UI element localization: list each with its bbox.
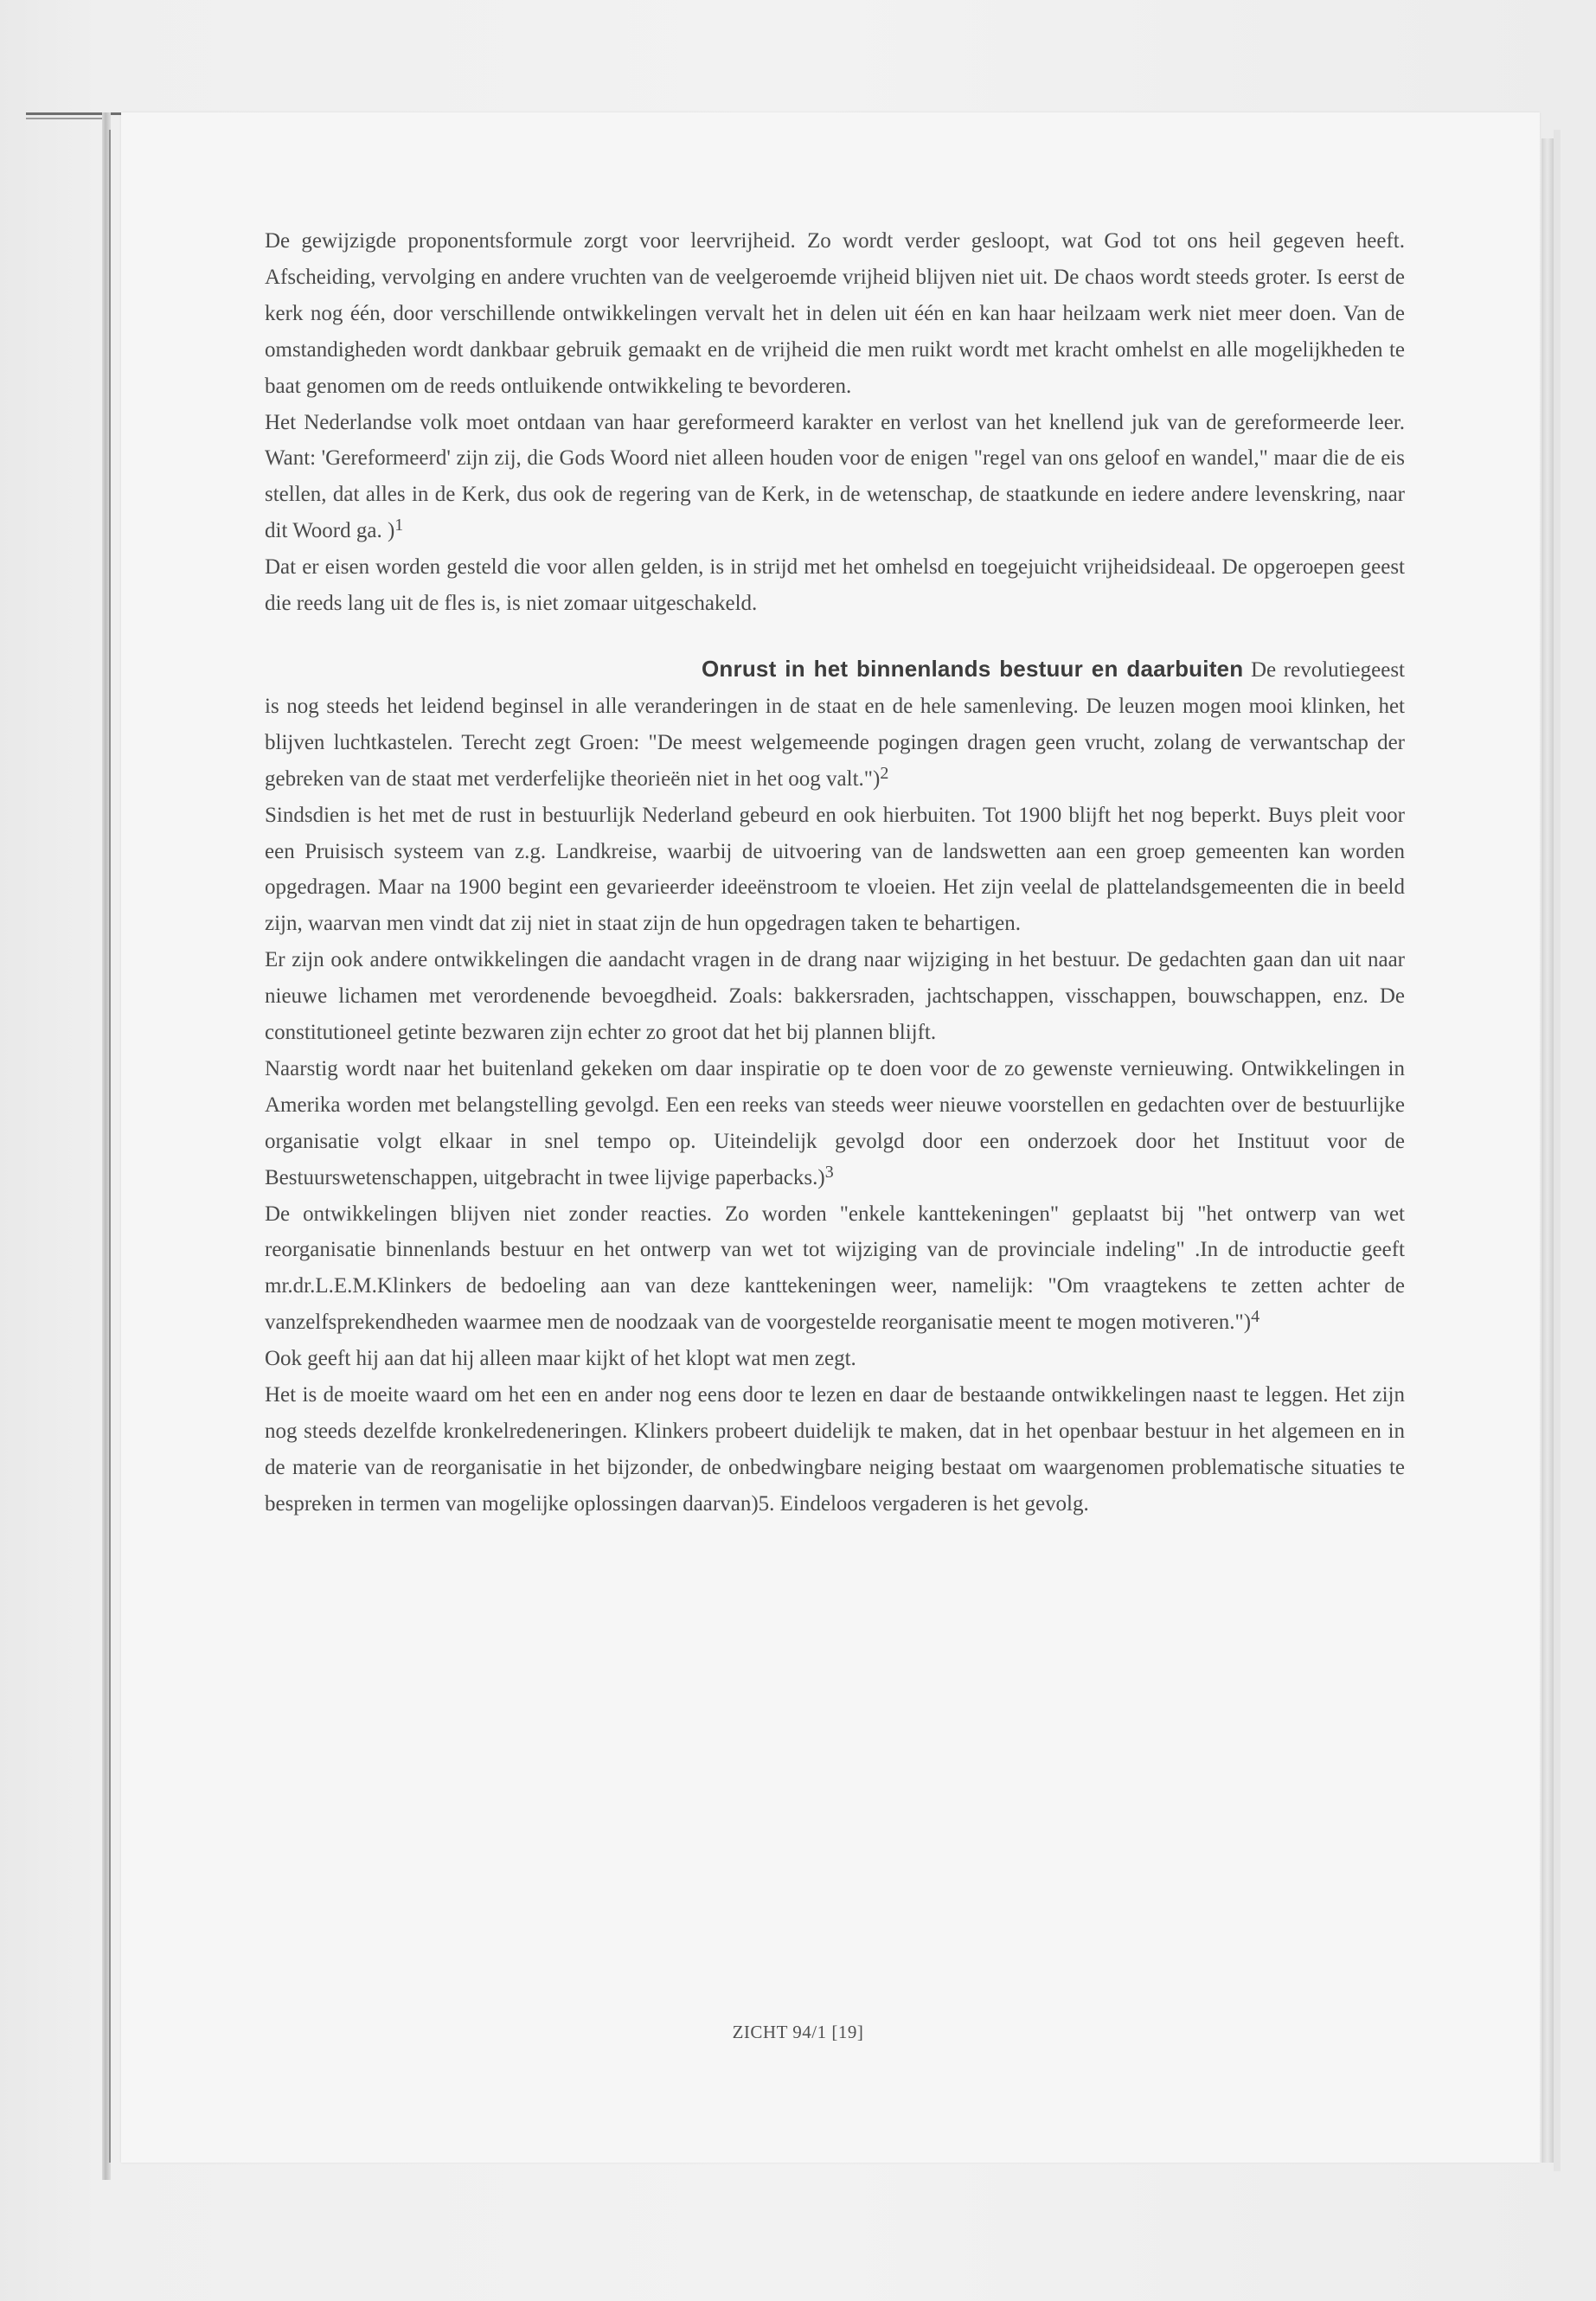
footnote-ref-3[interactable]: 3 (824, 1162, 834, 1182)
paragraph-7 (265, 1051, 1405, 1196)
footnote-ref-2[interactable]: 2 (880, 763, 889, 783)
page-edge-right (1542, 138, 1554, 2163)
paragraph-8 (265, 1196, 1405, 1342)
page-footer: ZICHT 94/1 [19] (732, 2022, 864, 2042)
paragraph-text: Het is de moeite waard om het een en ander nog eens door te lezen en daar de bestaande ontwikkelingen naast te leggen. Het zijn nog steeds dezelfde kronkelredeneringen. Klinkers probeert duidelijk te maken, dat in het openbaar bestuur in het algemeen en in de materie van de reorganisatie in het bijzonder, de onbedwingbare neiging bestaat om waargenomen problematische situaties te bespreken in termen van mogelijke oplossingen daarvan)5. Eindeloos vergaderen is het gevolg. (265, 1383, 1405, 1516)
footnote-ref-4[interactable]: 4 (1251, 1307, 1260, 1327)
binding-mark-secondary (26, 118, 104, 119)
body-text (265, 223, 1405, 1522)
paragraph-text: De ontwikkelingen blijven niet zonder reacties. Zo worden "enkele kanttekeningen" geplaatst bij "het ontwerp van wet reorganisatie binnenlands bestuur en het ontwerp van wet tot wijziging van de provinciale indeling" .In de introductie geeft mr.dr.L.E.M.Klinkers de bedoeling aan van deze kanttekeningen weer, namelijk: "Om vraagtekens te zetten achter de vanzelfsprekendheden waarmee men de noodzaak van de voorgestelde reorganisatie meent te mogen motiveren.") (265, 1202, 1405, 1335)
paragraph-text: Ook geeft hij aan dat hij alleen maar kijkt of het klopt wat men zegt. (265, 1347, 856, 1371)
footnote-ref-1[interactable]: 1 (394, 516, 404, 535)
paragraph-text: De revolutiegeest is nog steeds het leidend beginsel in alle veranderingen in de staat en de hele samenleving. De leuzen mogen mooi klinken, het blijven luchtkastelen. Terecht zegt Groen: "De meest welgemeende pogingen dragen geen vrucht, zolang de verwantschap der gebreken van de staat met verderfelijke theorieën niet in het oog valt.") (265, 657, 1406, 791)
paragraph-text: Dat er eisen worden gesteld die voor allen gelden, is in strijd met het omhelsd en toegejuicht vrijheidsideaal. De opgeroepen geest die reeds lang uit de fles is, is niet zomaar uitgeschakeld. (265, 555, 1405, 616)
page-edge-right-outer (1554, 130, 1561, 2171)
paragraph-text: De gewijzigde proponentsformule zorgt voor leervrijheid. Zo wordt verder gesloopt, wat God tot ons heil gegeven heeft. Afscheiding, vervolging en andere vruchten van de veelgeroemde vrijheid blijven niet uit. De chaos wordt steeds groter. Is eerst de kerk nog één, door verschillende ontwikkelingen vervalt het in delen uit één en kan haar heilzaam werk niet meer doen. Van de omstandigheden wordt dankbaar gebruik gemaakt en de vrijheid die men ruikt wordt met kracht omhelst en alle mogelijkheden te baat genomen om de reeds ontluikende ontwikkeling te bevorderen. (265, 229, 1405, 398)
section-heading: Onrust in het binnenlands bestuur en daarbuiten (702, 655, 1244, 682)
paragraph-4 (265, 651, 1405, 798)
paragraph-6 (265, 942, 1405, 1051)
spine-edge-line (109, 130, 111, 2163)
paragraph-text: Er zijn ook andere ontwikkelingen die aandacht vragen in de drang naar wijziging in het bestuur. De gedachten gaan dan uit naar nieuwe lichamen met verordenende bevoegdheid. Zoals: bakkersraden, jachtschappen, visschappen, bouwschappen, enz. De constitutioneel getinte bezwaren zijn echter zo groot dat het bij plannen blijft. (265, 948, 1405, 1045)
paragraph-5 (265, 798, 1405, 943)
paragraph-text: Naarstig wordt naar het buitenland gekeken om daar inspiratie op te doen voor de zo gewenste vernieuwing. Ontwikkelingen in Amerika worden met belangstelling gevolgd. Een een reeks van steeds weer nieuwe voorstellen en gedachten over de bestuurlijke organisatie volgt elkaar in snel tempo op. Uiteindelijk gevolgd door een onderzoek door het Instituut voor de Bestuurswetenschappen, uitgebracht in twee lijvige paperbacks.) (265, 1056, 1405, 1189)
paragraph-text: Het Nederlandse volk moet ontdaan van haar gereformeerd karakter en verlost van het knellend juk van de gereformeerde leer. Want: 'Gereformeerd' zijn zij, die Gods Woord niet alleen houden voor de enigen "regel van ons geloof en wandel," maar die de eis stellen, dat alles in de Kerk, dus ook de regering van de Kerk, in de wetenschap, de staatkunde en iedere andere levenskring, naar dit Woord ga. ) (265, 410, 1405, 543)
paragraph-text: Sindsdien is het met de rust in bestuurlijk Nederland gebeurd en ook hierbuiten. Tot 1900 blijft het nog beperkt. Buys pleit voor een Pruisisch systeem van z.g. Landkreise, waarbij de uitvoering van de landswetten aan een groep gemeenten kan worden opgedragen. Maar na 1900 begint een gevarieerder ideeënstroom te vloeien. Het zijn veelal de plattelandsgemeenten die in beeld zijn, waarvan men vindt dat zij niet in staat zijn de hun opgedragen taken te behartigen. (265, 803, 1405, 936)
paragraph-3 (265, 549, 1405, 622)
paragraph-9 (265, 1341, 1405, 1377)
paragraph-10 (265, 1377, 1405, 1522)
paragraph-2 (265, 405, 1405, 550)
paragraph-1 (265, 223, 1405, 405)
